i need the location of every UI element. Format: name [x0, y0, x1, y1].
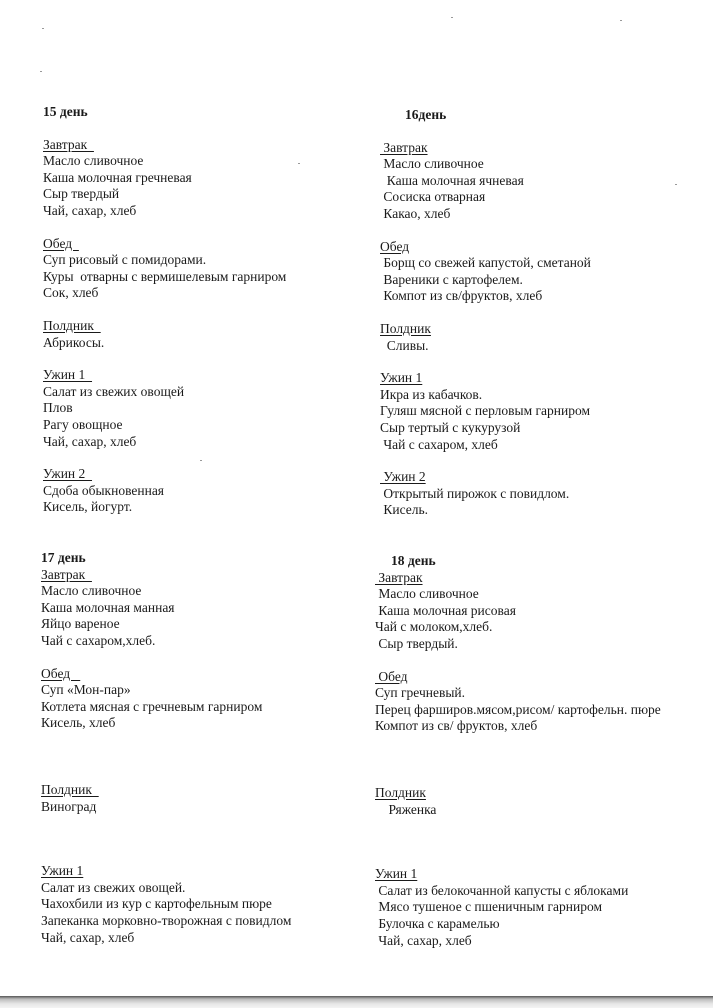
menu-item: Чай с сахаром, хлеб: [380, 436, 498, 452]
day-title: 17 день: [41, 550, 86, 565]
menu-item: Плов: [43, 400, 73, 416]
meal-lunch: [375, 669, 661, 735]
scan-speck: [620, 20, 622, 21]
meal-name: Завтрак: [41, 566, 92, 582]
menu-item: Вареники с картофелем.: [380, 271, 523, 287]
meal-name: Завтрак: [380, 139, 428, 155]
menu-item: Чахохбили из кур с картофельным пюре: [41, 896, 272, 912]
menu-item: Открытый пирожок с повидлом.: [380, 485, 570, 501]
meal-breakfast: [41, 567, 291, 650]
menu-item: Кисель, йогурт.: [43, 499, 133, 515]
meal-name: Полдник: [43, 317, 101, 333]
scan-speck: [675, 184, 677, 185]
menu-item: Котлета мясная с гречневым гарниром: [41, 698, 263, 714]
menu-item: Каша молочная гречневая: [43, 169, 192, 185]
menu-item: Абрикосы.: [43, 334, 105, 350]
menu-item: Сосиска отварная: [380, 189, 486, 205]
menu-item: Чай, сахар, хлеб: [41, 929, 135, 945]
menu-item: Сыр твердый: [43, 186, 120, 202]
meal-name: Ужин 2: [43, 466, 93, 482]
menu-item: Чай, сахар, хлеб: [43, 202, 137, 218]
meal-lunch: [41, 666, 291, 732]
menu-item: Чай с сахаром,хлеб.: [41, 632, 156, 648]
menu-item: Чай, сахар, хлеб: [375, 932, 472, 948]
menu-item: Компот из св/фруктов, хлеб: [380, 288, 543, 304]
meal-snack: [41, 782, 291, 815]
meal-name: Ужин 1: [380, 370, 423, 386]
meal-name: Обед: [43, 235, 79, 251]
meal-name: Обед: [375, 668, 408, 684]
menu-item: Сливы.: [380, 337, 429, 353]
menu-item: Борщ со свежей капустой, сметаной: [380, 255, 591, 271]
menu-item: Ряженка: [375, 801, 437, 817]
menu-item: Салат из свежих овощей.: [41, 879, 186, 895]
menu-item: Кисель, хлеб: [41, 715, 116, 731]
menu-item: Мясо тушеное с пшеничным гарниром: [375, 899, 603, 915]
menu-item: Икра из кабачков.: [380, 386, 483, 402]
menu-item: Кисель.: [380, 502, 429, 518]
menu-item: Сыр тертый с кукурузой: [380, 419, 521, 435]
meal-dinner-1: [375, 866, 661, 949]
menu-item: Гуляш мясной с перловым гарниром: [380, 403, 591, 419]
meal-breakfast: [43, 137, 286, 220]
menu-item: Сдоба обыкновенная: [43, 482, 165, 498]
menu-item: Сок, хлеб: [43, 285, 99, 301]
meal-dinner-2: [43, 466, 286, 516]
menu-item: Запеканка морковно-творожная с повидлом: [41, 912, 292, 928]
menu-item: Каша молочная рисовая: [375, 602, 516, 618]
meal-name: Ужин 1: [41, 863, 84, 879]
scan-bottom-edge: [0, 996, 713, 1008]
menu-item: Компот из св/ фруктов, хлеб: [375, 718, 538, 734]
menu-item: Куры отварны с вермишелевым гарниром: [43, 268, 287, 284]
meal-name: Завтрак: [375, 569, 423, 585]
meal-breakfast: [380, 140, 591, 223]
meal-breakfast: [375, 570, 661, 653]
meal-name: Ужин 2: [380, 469, 426, 485]
day-title: 15 день: [43, 104, 88, 119]
day-title: 18 день: [391, 553, 436, 568]
meal-name: Полдник: [41, 781, 99, 797]
meal-name: Ужин 1: [375, 866, 418, 882]
menu-item: Перец фарширов.мясом,рисом/ картофельн. пюре: [375, 701, 661, 717]
meal-snack: [375, 785, 661, 818]
meal-snack: [380, 321, 591, 354]
menu-item: Чай, сахар, хлеб: [43, 433, 137, 449]
menu-item: Масло сливочное: [41, 583, 142, 599]
meal-name: Обед: [380, 238, 410, 254]
day-18-menu: [375, 553, 661, 949]
day-title: 16день: [405, 107, 447, 122]
menu-item: Чай с молоком,хлеб.: [375, 619, 493, 635]
meal-dinner-1: [43, 367, 286, 450]
menu-item: Каша молочная манная: [41, 599, 175, 615]
meal-name: Ужин 1: [43, 367, 93, 383]
meal-snack: [43, 318, 286, 351]
scan-speck: [40, 71, 42, 72]
menu-item: Рагу овощное: [43, 416, 123, 432]
meal-name: Полдник: [375, 784, 426, 800]
menu-item: Виноград: [41, 798, 97, 814]
meal-dinner-1: [380, 370, 591, 453]
menu-item: Булочка с карамелью: [375, 915, 500, 931]
menu-item: Масло сливочное: [43, 153, 144, 169]
menu-item: Масло сливочное: [380, 156, 484, 172]
scan-speck: [451, 17, 453, 18]
meal-lunch: [380, 239, 591, 305]
menu-item: Какао, хлеб: [380, 205, 451, 221]
menu-item: Салат из белокочанной капусты с яблоками: [375, 882, 629, 898]
menu-item: Суп «Мон-пар»: [41, 682, 131, 698]
meal-name: Обед: [41, 665, 81, 681]
day-17-menu: [41, 550, 291, 946]
scan-speck: [42, 28, 44, 29]
meal-lunch: [43, 236, 286, 302]
menu-item: Масло сливочное: [375, 586, 479, 602]
menu-item: Суп рисовый с помидорами.: [43, 252, 207, 268]
menu-item: Яйцо вареное: [41, 616, 120, 632]
meal-name: Полдник: [380, 320, 431, 336]
meal-name: Завтрак: [43, 136, 94, 152]
meal-dinner-2: [380, 469, 591, 519]
menu-item: Каша молочная ячневая: [380, 172, 524, 188]
menu-item: Сыр твердый.: [375, 635, 458, 651]
menu-item: Суп гречневый.: [375, 685, 466, 701]
meal-dinner-1: [41, 863, 291, 946]
menu-item: Салат из свежих овощей: [43, 383, 185, 399]
day-16-menu: [380, 107, 591, 519]
scan-speck: [298, 163, 300, 164]
day-15-menu: [43, 104, 286, 516]
